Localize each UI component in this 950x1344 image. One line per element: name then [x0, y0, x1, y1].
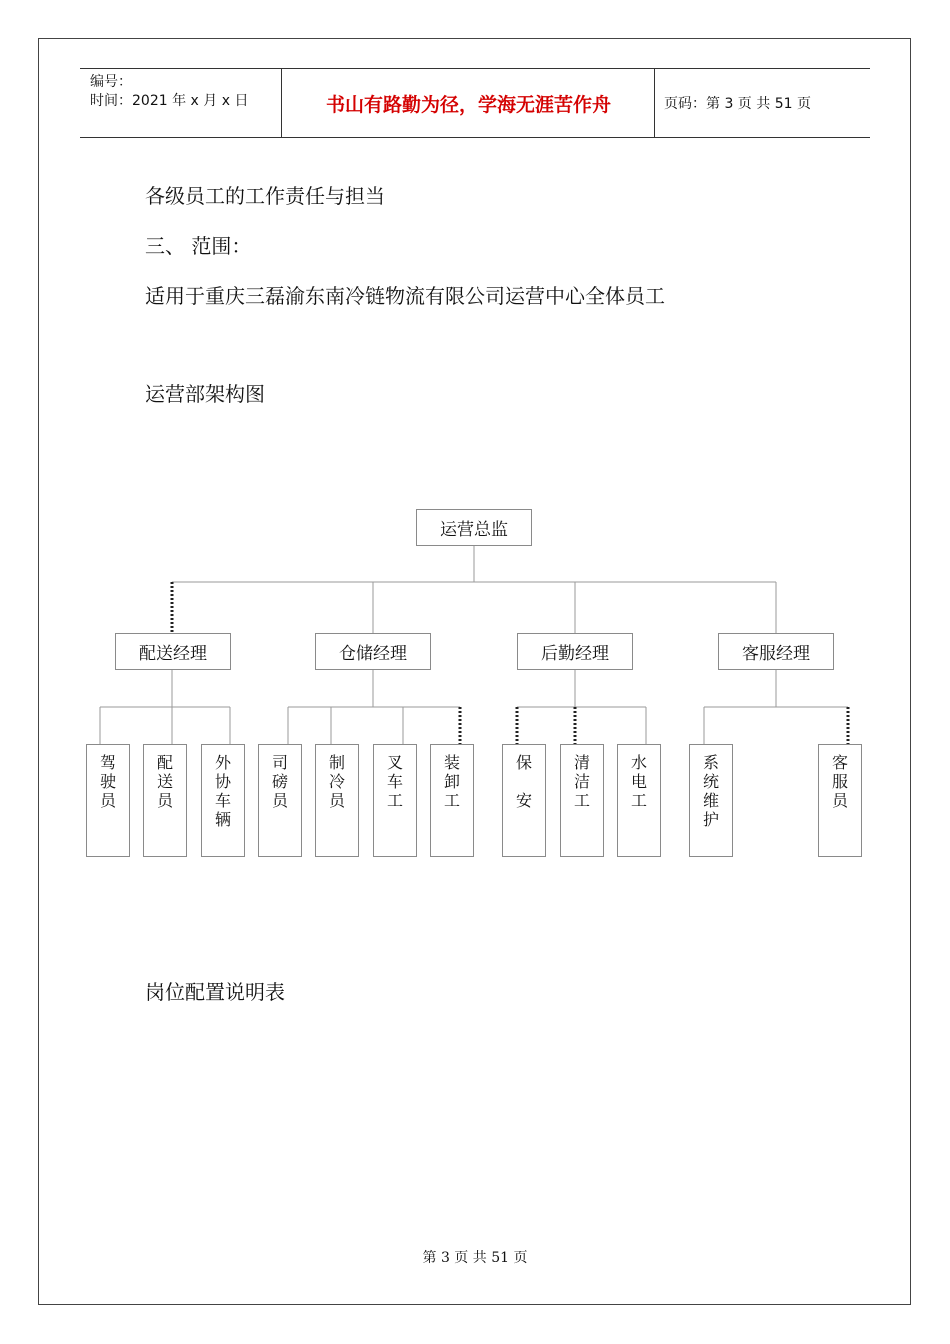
org-leaf-weigher: 司 磅 员 [258, 744, 302, 857]
org-leaf-cleaner: 清 洁 工 [560, 744, 604, 857]
position-table-title: 岗位配置说明表 [145, 980, 285, 1004]
org-node-service-manager: 客服经理 [718, 633, 834, 670]
org-leaf-driver: 驾 驶 员 [86, 744, 130, 857]
org-leaf-forklift: 叉 车 工 [373, 744, 417, 857]
org-node-delivery-manager: 配送经理 [115, 633, 231, 670]
header-motto: 书山有路勤为径，学海无涯苦作舟 [325, 93, 611, 116]
org-leaf-loader: 装 卸 工 [430, 744, 474, 857]
org-chart-title: 运营部架构图 [145, 382, 265, 406]
org-leaf-customer-service: 客 服 员 [818, 744, 862, 857]
org-node-warehouse-manager: 仓储经理 [315, 633, 431, 670]
header-page-info: 页码：第 3 页 共 51 页 [664, 96, 811, 112]
org-leaf-refrigeration: 制 冷 员 [315, 744, 359, 857]
org-leaf-outsourced-vehicles: 外 协 车 辆 [201, 744, 245, 857]
body-text-duty: 各级员工的工作责任与担当 [145, 184, 385, 208]
org-leaf-security: 保 安 [502, 744, 546, 857]
org-node-director: 运营总监 [416, 509, 532, 546]
body-text-scope: 适用于重庆三磊渝东南冷链物流有限公司运营中心全体员工 [145, 284, 665, 308]
page-footer: 第 3 页 共 51 页 [422, 1250, 528, 1266]
header-number: 编号： [90, 74, 132, 90]
org-leaf-courier: 配 送 员 [143, 744, 187, 857]
org-node-logistics-manager: 后勤经理 [517, 633, 633, 670]
org-leaf-system-maintenance: 系 统 维 护 [689, 744, 733, 857]
section-heading-scope: 三、 范围： [145, 234, 252, 258]
header-time: 时间：2021 年 x 月 x 日 [90, 93, 249, 109]
org-leaf-electrician: 水 电 工 [617, 744, 661, 857]
